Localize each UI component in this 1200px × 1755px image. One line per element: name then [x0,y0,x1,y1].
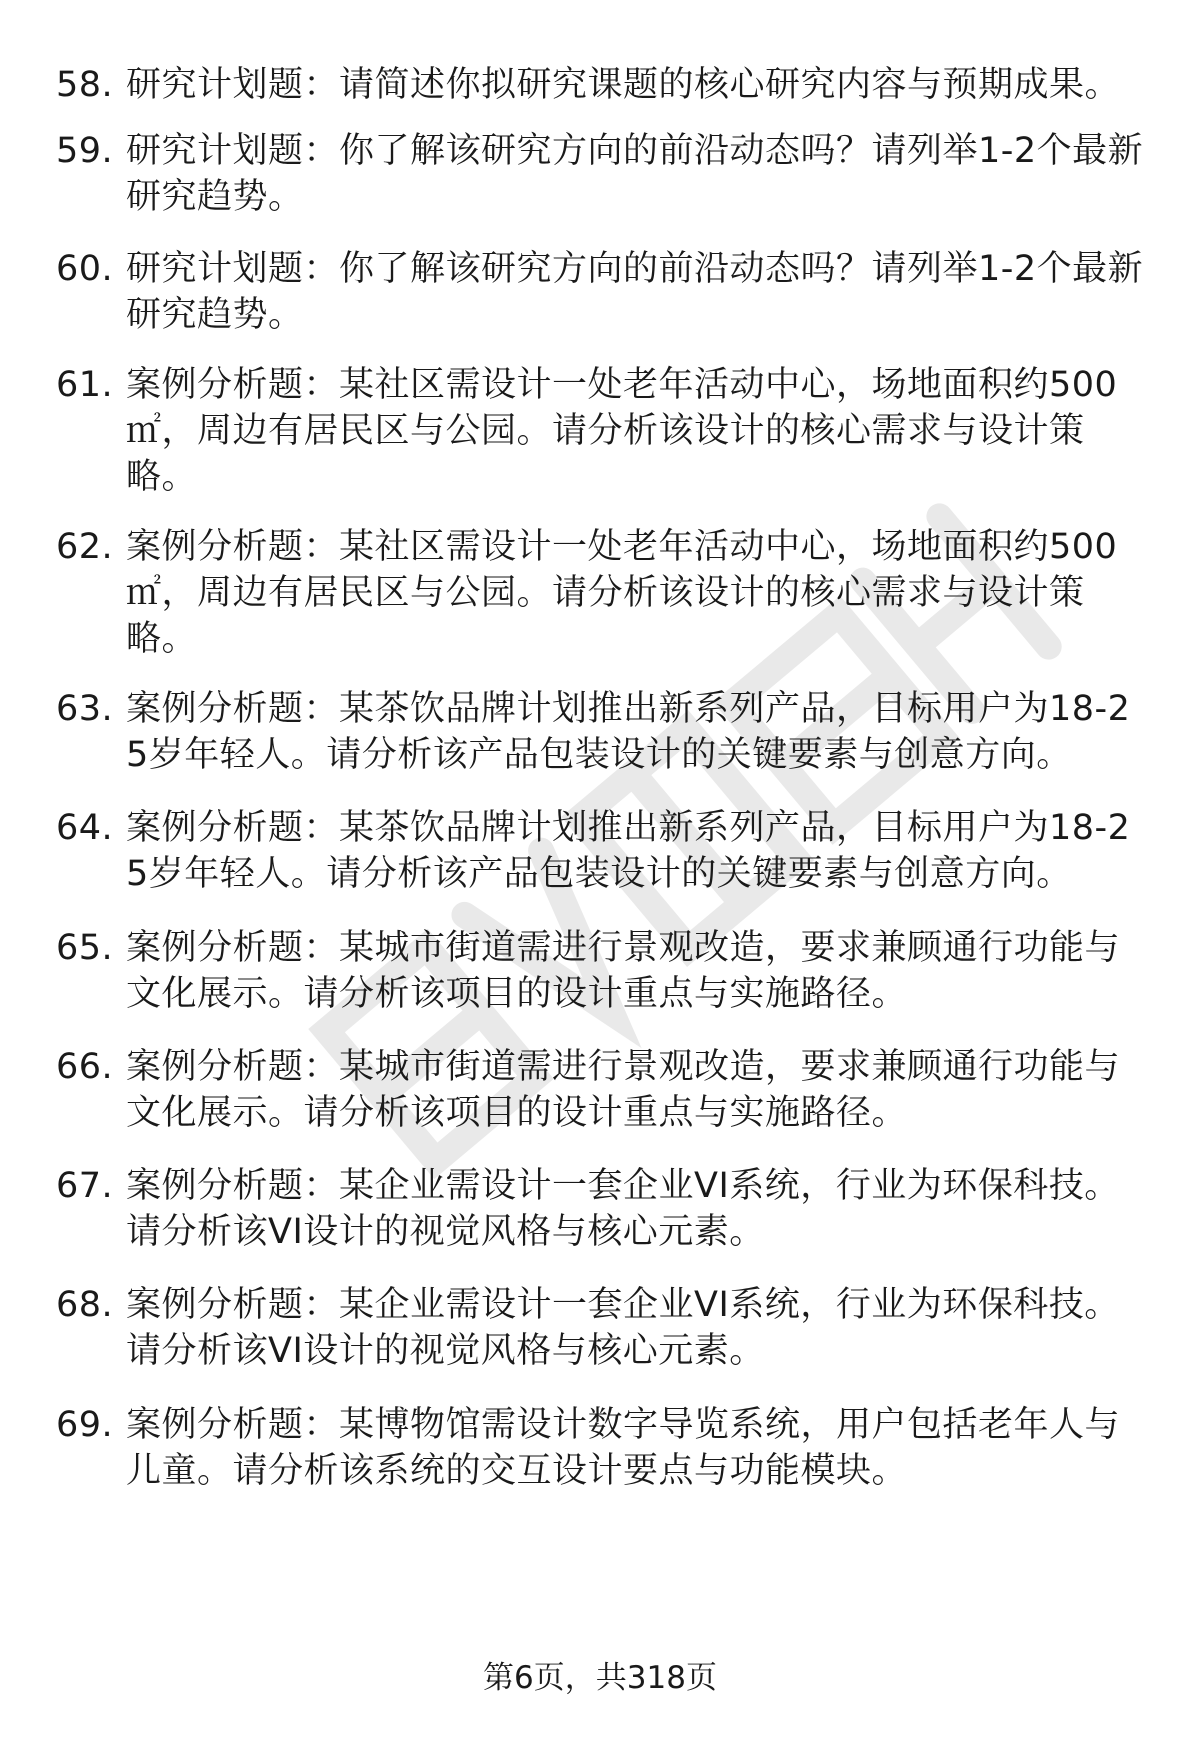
question-item-58 [56,62,1146,108]
question-item-59 [56,128,1146,220]
question-number: 69. [56,1405,114,1445]
question-number: 59. [56,131,114,171]
question-item-60 [56,246,1146,338]
question-number: 58. [56,65,114,105]
page-footer: 第6页，共318页 [483,1660,717,1696]
question-text: 案例分析题：某博物馆需设计数字导览系统，用户包括老年人与儿童。请分析该系统的交互设计要点与功能模块。 [126,1405,1121,1491]
question-number: 63. [56,689,114,729]
question-number: 67. [56,1166,114,1206]
question-number: 61. [56,365,114,405]
question-item-69 [56,1402,1146,1494]
question-item-67 [56,1163,1146,1255]
question-number: 64. [56,808,114,848]
question-item-65 [56,925,1146,1017]
question-item-64 [56,805,1146,897]
question-item-61 [56,362,1146,500]
question-text: 案例分析题：某企业需设计一套企业VI系统，行业为环保科技。请分析该VI设计的视觉风格与核心元素。 [126,1166,1120,1252]
question-text: 案例分析题：某企业需设计一套企业VI系统，行业为环保科技。请分析该VI设计的视觉风格与核心元素。 [126,1285,1120,1371]
question-number: 66. [56,1047,114,1087]
question-text: 案例分析题：某社区需设计一处老年活动中心，场地面积约500㎡，周边有居民区与公园。请分析该设计的核心需求与设计策略。 [126,527,1118,659]
question-number: 65. [56,928,114,968]
question-number: 60. [56,249,114,289]
question-text: 案例分析题：某茶饮品牌计划推出新系列产品，目标用户为18-25岁年轻人。请分析该产品包装设计的关键要素与创意方向。 [126,689,1131,775]
question-item-63 [56,686,1146,778]
question-text: 案例分析题：某城市街道需进行景观改造，要求兼顾通行功能与文化展示。请分析该项目的设计重点与实施路径。 [126,1047,1121,1133]
question-number: 68. [56,1285,114,1325]
question-text: 案例分析题：某社区需设计一处老年活动中心，场地面积约500㎡，周边有居民区与公园。请分析该设计的核心需求与设计策略。 [126,365,1118,497]
question-text: 研究计划题：你了解该研究方向的前沿动态吗？请列举1-2个最新研究趋势。 [126,131,1144,217]
question-text: 研究计划题：你了解该研究方向的前沿动态吗？请列举1-2个最新研究趋势。 [126,249,1144,335]
question-item-68 [56,1282,1146,1374]
question-number: 62. [56,527,114,567]
question-text: 案例分析题：某城市街道需进行景观改造，要求兼顾通行功能与文化展示。请分析该项目的设计重点与实施路径。 [126,928,1121,1014]
question-item-62 [56,524,1146,662]
question-item-66 [56,1044,1146,1136]
question-text: 研究计划题：请简述你拟研究课题的核心研究内容与预期成果。 [126,65,1121,105]
question-text: 案例分析题：某茶饮品牌计划推出新系列产品，目标用户为18-25岁年轻人。请分析该产品包装设计的关键要素与创意方向。 [126,808,1131,894]
